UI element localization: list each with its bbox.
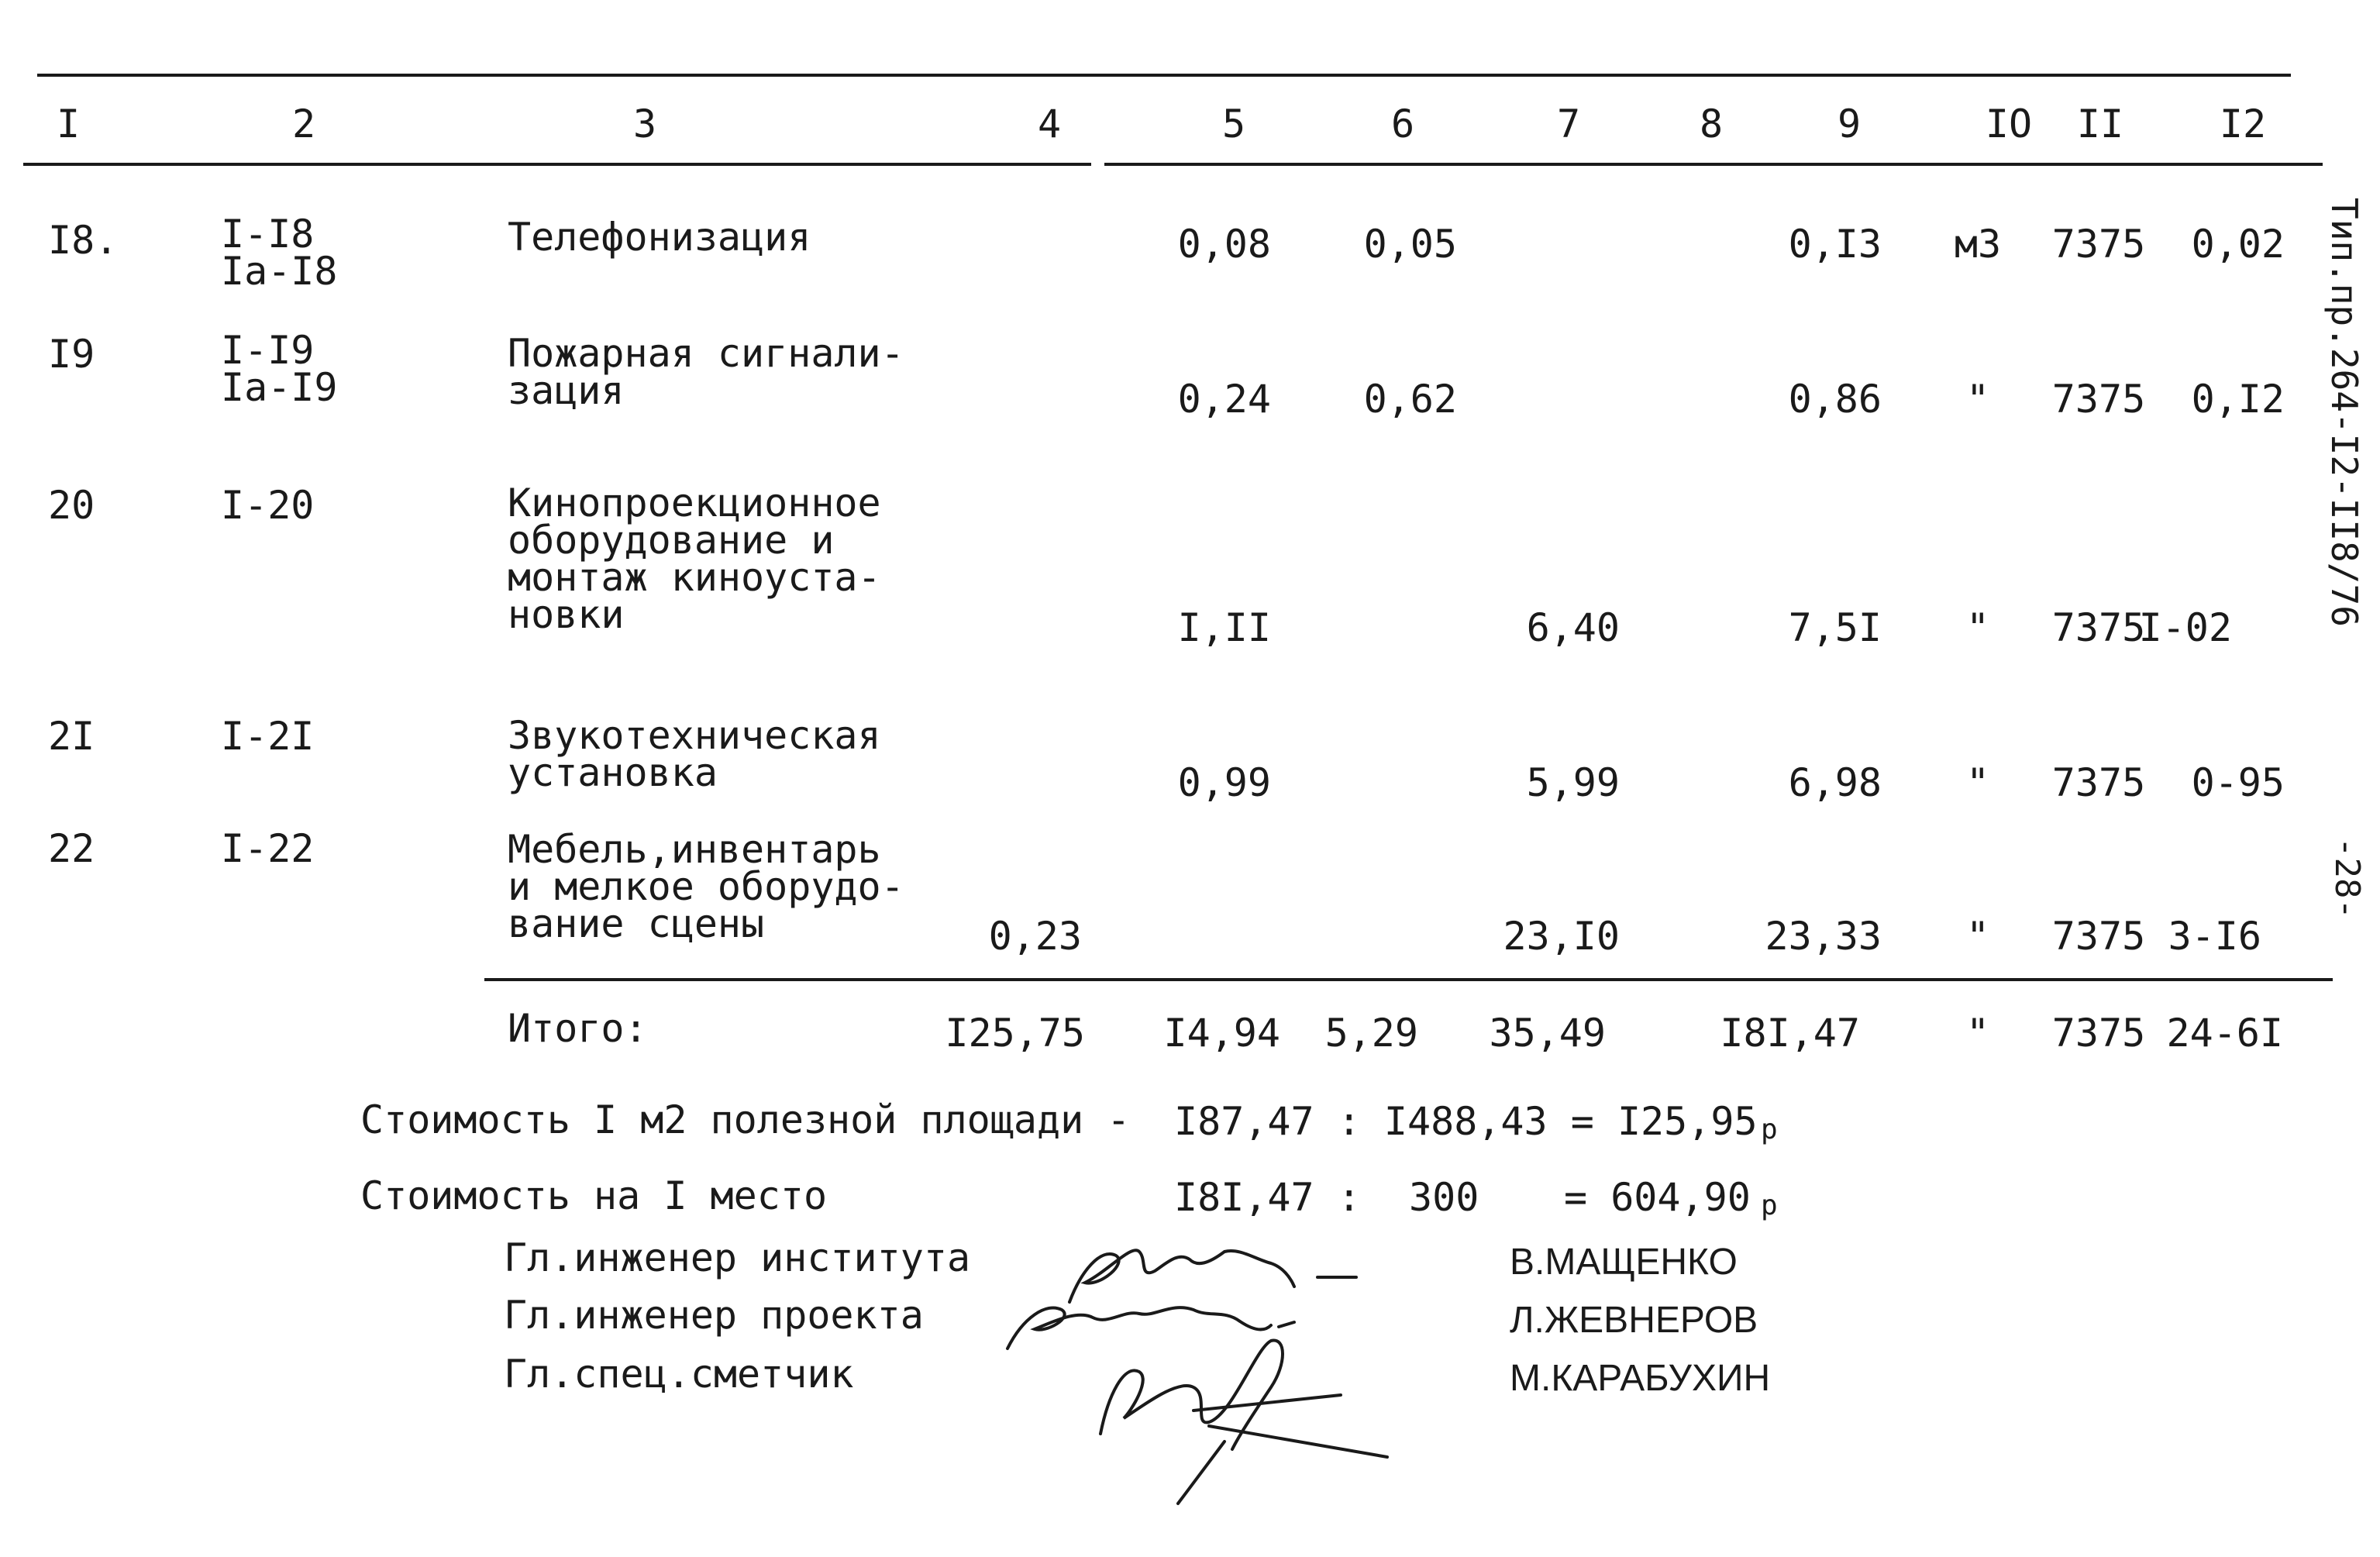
row-col4: 0,23 bbox=[988, 914, 1082, 959]
row-col12: 0-95 bbox=[2191, 760, 2285, 805]
row-col7: 5,99 bbox=[1526, 760, 1620, 805]
header-col-12: I2 bbox=[2219, 102, 2267, 146]
row-col5: I,II bbox=[1177, 605, 1271, 650]
header-col-1: I bbox=[56, 102, 81, 146]
row-number: 22 bbox=[48, 826, 95, 871]
signature-name: М.КАРАБУХИН bbox=[1510, 1358, 1771, 1399]
row-col12: 0,I2 bbox=[2191, 377, 2285, 422]
header-col-8: 8 bbox=[1699, 102, 1724, 146]
row-name: Мебель,инвентарь и мелкое оборудо- вание сцены bbox=[508, 827, 904, 946]
row-code: I-I9 Ia-I9 bbox=[221, 328, 338, 410]
row-col5: 0,08 bbox=[1177, 222, 1271, 267]
row-col10: м3 bbox=[1954, 222, 2002, 267]
row-col10: " bbox=[1965, 605, 1990, 650]
total-col7: 35,49 bbox=[1489, 1011, 1606, 1056]
row-col9: 7,5I bbox=[1788, 605, 1882, 650]
row-code: I-I8 Ia-I8 bbox=[221, 212, 338, 294]
cost-seat-label: Стоимость на I место bbox=[360, 1173, 828, 1218]
header-col-6: 6 bbox=[1390, 102, 1415, 146]
row-number: 2I bbox=[48, 714, 95, 759]
total-col12: 24-6I bbox=[2166, 1011, 2283, 1056]
signature-name: В.МАЩЕНКО bbox=[1510, 1242, 1738, 1283]
row-code: I-20 bbox=[221, 483, 315, 528]
cost-seat-b: 300 bbox=[1409, 1175, 1479, 1220]
row-col6: 0,05 bbox=[1363, 222, 1457, 267]
signature-title: Гл.инженер института bbox=[504, 1235, 971, 1280]
row-number: 20 bbox=[48, 483, 95, 528]
cost-area-label: Стоимость I м2 полезной площади - bbox=[360, 1097, 1131, 1142]
row-col9: 6,98 bbox=[1788, 760, 1882, 805]
row-col7: 23,I0 bbox=[1503, 914, 1620, 959]
row-col10: " bbox=[1965, 760, 1990, 805]
total-col10: " bbox=[1965, 1011, 1990, 1056]
header-col-7: 7 bbox=[1556, 102, 1581, 146]
row-col11: 7375 bbox=[2051, 605, 2146, 650]
header-col-10: IO bbox=[1985, 102, 2033, 146]
cost-seat-result: = 604,90 bbox=[1564, 1175, 1751, 1220]
row-col11: 7375 bbox=[2051, 914, 2146, 959]
total-col6: 5,29 bbox=[1324, 1011, 1418, 1056]
row-col9: 23,33 bbox=[1765, 914, 1882, 959]
cost-area-unit: р bbox=[1761, 1114, 1778, 1145]
row-name: Кинопроекционное оборудование и монтаж киноуста- новки bbox=[508, 481, 881, 637]
total-col9: I8I,47 bbox=[1720, 1011, 1860, 1056]
header-col-2: 2 bbox=[291, 102, 316, 146]
total-col5: I4,94 bbox=[1163, 1011, 1280, 1056]
row-col11: 7375 bbox=[2051, 222, 2146, 267]
row-col11: 7375 bbox=[2051, 760, 2146, 805]
row-col9: 0,I3 bbox=[1788, 222, 1882, 267]
document-reference: Тип.пр.264-I2-II8/76 bbox=[2323, 198, 2365, 627]
row-col5: 0,99 bbox=[1177, 760, 1271, 805]
row-col9: 0,86 bbox=[1788, 377, 1882, 422]
header-col-11: II bbox=[2076, 102, 2124, 146]
row-name: Звукотехническая установка bbox=[508, 713, 881, 795]
cost-area-formula: I87,47 : I488,43 = I25,95 bbox=[1174, 1099, 1758, 1144]
header-col-9: 9 bbox=[1837, 102, 1862, 146]
header-col-4: 4 bbox=[1037, 102, 1062, 146]
row-col7: 6,40 bbox=[1526, 605, 1620, 650]
row-number: I8. bbox=[48, 218, 119, 263]
row-name: Телефонизация bbox=[508, 215, 811, 260]
header-col-5: 5 bbox=[1221, 102, 1246, 146]
row-col5: 0,24 bbox=[1177, 377, 1271, 422]
row-col10: " bbox=[1965, 377, 1990, 422]
total-label: Итого: bbox=[508, 1006, 648, 1051]
row-col12: I-02 bbox=[2138, 605, 2232, 650]
row-col6: 0,62 bbox=[1363, 377, 1457, 422]
page-number: -28- bbox=[2327, 837, 2367, 919]
row-col10: " bbox=[1965, 914, 1990, 959]
row-name: Пожарная сигнали- зация bbox=[508, 331, 904, 413]
row-col12: 3-I6 bbox=[2168, 914, 2261, 959]
signature-title: Гл.инженер проекта bbox=[504, 1293, 924, 1338]
cost-seat-a: I8I,47 : bbox=[1174, 1175, 1361, 1220]
row-code: I-22 bbox=[221, 826, 315, 871]
row-number: I9 bbox=[48, 332, 95, 377]
row-code: I-2I bbox=[221, 714, 315, 759]
signature-title: Гл.спец.сметчик bbox=[504, 1352, 854, 1397]
cost-seat-unit: р bbox=[1761, 1190, 1778, 1221]
signature-name: Л.ЖЕВНЕРОВ bbox=[1510, 1300, 1758, 1341]
row-col11: 7375 bbox=[2051, 377, 2146, 422]
row-col12: 0,02 bbox=[2191, 222, 2285, 267]
total-col4: I25,75 bbox=[945, 1011, 1085, 1056]
total-col11: 7375 bbox=[2051, 1011, 2146, 1056]
header-col-3: 3 bbox=[632, 102, 657, 146]
